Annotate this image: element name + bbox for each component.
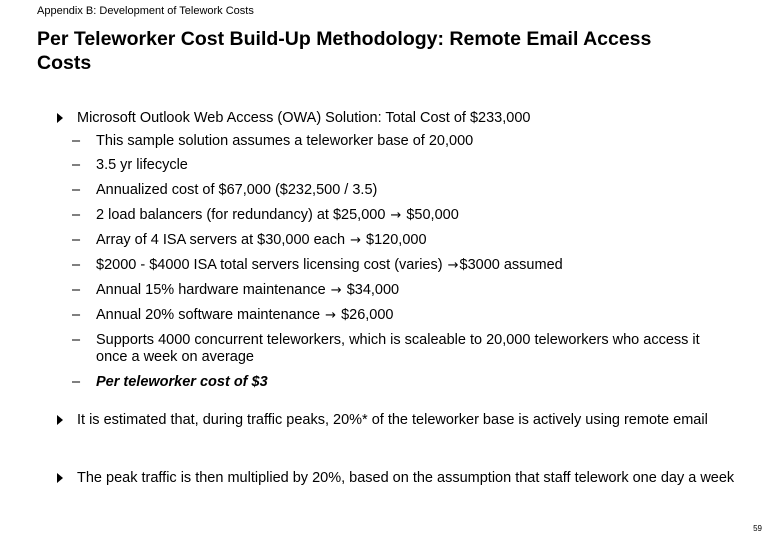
sub-bullet-text xyxy=(96,207,726,224)
sub-bullet-text-result: $34,000 xyxy=(346,282,400,298)
sub-bullet-text xyxy=(96,307,726,324)
bullet-text: Microsoft Outlook Web Access (OWA) Solution: Total Cost of $233,000 xyxy=(77,110,531,126)
sub-bullet-text: 3.5 yr lifecycle xyxy=(96,157,188,173)
arrow-right-icon: → xyxy=(350,233,361,248)
dash-bullet-icon: – xyxy=(72,207,81,223)
sub-bullet-text: Supports 4000 concurrent teleworkers, which is scaleable to 20,000 teleworkers who access it once a week on average xyxy=(96,332,700,365)
sub-bullet-text-result: $26,000 xyxy=(341,307,394,323)
sub-bullet-text: Annualized cost of $67,000 ($232,500 / 3.5) xyxy=(96,182,378,198)
dash-bullet-icon: – xyxy=(72,133,81,149)
sub-bullet-text-lead: 2 load balancers (for redundancy) at $25,000 xyxy=(96,207,386,223)
sub-bullet-text-lead: Annual 15% hardware maintenance xyxy=(96,282,326,298)
arrow-right-icon: → xyxy=(325,308,337,323)
sub-bullet-text: Per teleworker cost of $3 xyxy=(96,374,268,390)
sub-bullet-text-result: $3000 assumed xyxy=(459,257,563,273)
dash-bullet-icon: – xyxy=(72,307,81,323)
sub-bullet-text xyxy=(96,232,726,249)
sub-bullet-text-lead: $2000 - $4000 ISA total servers licensing cost (varies) xyxy=(96,257,443,273)
dash-bullet-icon: – xyxy=(72,374,81,390)
sub-bullet-text-result: $50,000 xyxy=(406,207,459,223)
arrow-right-icon: → xyxy=(447,258,459,273)
dash-bullet-icon: – xyxy=(72,232,81,248)
title-line-1: Per Teleworker Cost Build-Up Methodology: Remote Email Access xyxy=(37,28,652,50)
sub-bullet-text-lead: Annual 20% software maintenance xyxy=(96,307,321,323)
sub-bullet-text-lead: Array of 4 ISA servers at $30,000 each xyxy=(96,232,346,248)
title-line-2: Costs xyxy=(37,52,92,74)
dash-bullet-icon: – xyxy=(72,257,81,273)
sub-bullet-text xyxy=(96,257,726,274)
triangle-bullet-icon xyxy=(57,473,63,483)
page-number: 59 xyxy=(753,524,762,533)
bullet-text: It is estimated that, during traffic peaks, 20%* of the teleworker base is actively using remote email xyxy=(77,412,708,428)
dash-bullet-icon: – xyxy=(72,282,81,298)
sub-bullet-text: This sample solution assumes a teleworker base of 20,000 xyxy=(96,133,474,149)
bullet-text: The peak traffic is then multiplied by 20%, based on the assumption that staff telework one day a week xyxy=(77,470,735,486)
sub-bullet-text-result: $120,000 xyxy=(366,232,427,248)
dash-bullet-icon: – xyxy=(72,157,81,173)
page-title xyxy=(37,27,757,75)
arrow-right-icon: → xyxy=(390,208,402,223)
arrow-right-icon: → xyxy=(330,283,342,298)
sub-bullet-text xyxy=(96,282,726,299)
dash-bullet-icon: – xyxy=(72,332,81,348)
triangle-bullet-icon xyxy=(57,113,63,123)
appendix-label: Appendix B: Development of Telework Costs xyxy=(37,5,254,17)
dash-bullet-icon: – xyxy=(72,182,81,198)
triangle-bullet-icon xyxy=(57,415,63,425)
